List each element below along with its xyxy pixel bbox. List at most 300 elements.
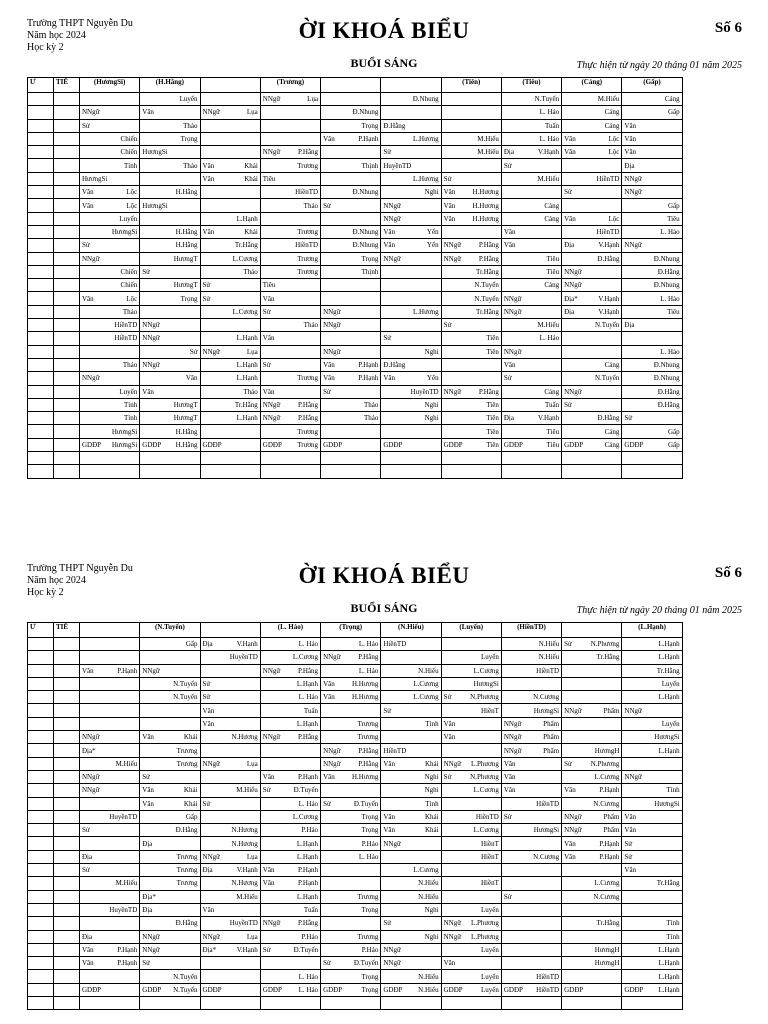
schedule-cell: [260, 638, 320, 651]
period-cell: [54, 770, 80, 783]
teacher-label: L.Hương: [413, 174, 439, 183]
schedule-cell: [562, 638, 622, 651]
teacher-label: Thảo: [303, 201, 319, 210]
teacher-label: Cảng: [604, 121, 620, 130]
schedule-cell: [200, 651, 260, 664]
schedule-cell: [562, 890, 622, 903]
subject-label: Sử: [262, 361, 271, 370]
teacher-label: Trương: [297, 440, 319, 449]
schedule-cell: [501, 398, 561, 411]
subject-label: NNgữ: [142, 932, 160, 941]
teacher-label: L. Hảo: [358, 852, 379, 861]
schedule-cell: [441, 930, 501, 943]
schedule-cell: [441, 425, 501, 438]
teacher-label: L.Hạnh: [236, 214, 258, 223]
subject-label: Văn: [383, 374, 395, 383]
schedule-cell: [501, 345, 561, 358]
teacher-label: Nghi: [424, 414, 439, 423]
subject-label: Sử: [262, 945, 271, 954]
subject-label: Văn: [443, 733, 456, 742]
period-cell: [54, 465, 80, 478]
schedule-cell: [501, 757, 561, 770]
teacher-label: HuyềnTD: [109, 906, 138, 915]
teacher-label: HiềnTD: [114, 334, 138, 343]
schedule-cell: [501, 997, 561, 1010]
class-header: [381, 78, 441, 93]
table-row: [28, 106, 743, 119]
teacher-label: Gấp: [667, 440, 680, 449]
schedule-cell: [260, 412, 320, 425]
teacher-label: Trương: [297, 374, 319, 383]
teacher-label: L. Hảo: [298, 799, 319, 808]
schedule-cell: [140, 146, 200, 159]
teacher-label: N.Tuyến: [474, 294, 499, 303]
teacher-label: P.Hằng: [298, 414, 319, 423]
teacher-label: H.Hương: [351, 693, 379, 702]
schedule-cell: [260, 225, 320, 238]
teacher-label: Cảng: [544, 281, 560, 290]
schedule-cell: [321, 691, 381, 704]
schedule-cell: [501, 903, 561, 916]
schedule-cell: [140, 970, 200, 983]
subject-label: Sử: [443, 693, 452, 702]
schedule-cell: [441, 239, 501, 252]
period-cell: [54, 358, 80, 371]
schedule-cell: [441, 332, 501, 345]
schedule-cell: [441, 810, 501, 823]
teacher-label: Cảng: [604, 108, 620, 117]
teacher-label: L.Hạnh: [296, 719, 319, 728]
schedule-cell: [622, 345, 682, 358]
teacher-label: HươngH: [594, 945, 620, 954]
teacher-label: Phẩm: [543, 719, 560, 728]
schedule-cell: [562, 239, 622, 252]
period-header: TIẾ: [54, 78, 80, 93]
schedule-cell: [441, 412, 501, 425]
table-row: [28, 970, 743, 983]
schedule-cell: [501, 252, 561, 265]
day-cell: [28, 345, 54, 358]
schedule-cell: [622, 265, 682, 278]
schedule-cell: [381, 239, 441, 252]
schedule-cell: [80, 704, 140, 717]
schedule-cell: [501, 704, 561, 717]
schedule-cell: [80, 319, 140, 332]
schedule-cell: [140, 412, 200, 425]
teacher-label: Tiêu: [546, 268, 560, 276]
teacher-label: Tr.Hằng: [656, 879, 680, 888]
schedule-cell: [501, 638, 561, 651]
period-cell: [54, 239, 80, 252]
schedule-cell: [562, 93, 622, 106]
subject-label: Sử: [443, 773, 452, 782]
schedule-cell: [622, 837, 682, 850]
schedule-cell: [200, 890, 260, 903]
schedule-cell: [381, 797, 441, 810]
day-cell: [28, 744, 54, 757]
teacher-label: V.Hạnh: [598, 294, 620, 303]
day-cell: [28, 784, 54, 797]
schedule-cell: [200, 398, 260, 411]
teacher-label: Thảo: [122, 361, 138, 370]
day-cell: [28, 917, 54, 930]
teacher-label: Nghi: [424, 400, 439, 409]
schedule-cell: [260, 770, 320, 783]
schedule-cell: [200, 159, 260, 172]
schedule-cell: [562, 452, 622, 465]
day-header: Ư: [28, 78, 54, 93]
schedule-cell: [381, 784, 441, 797]
teacher-label: Đ.Nhung: [352, 241, 379, 250]
teacher-label: Đ.Hằng: [175, 826, 198, 835]
schedule-cell: [381, 903, 441, 916]
schedule-cell: [622, 398, 682, 411]
class-header: (H.Hằng): [140, 78, 200, 93]
teacher-label: M.Hiếu: [537, 174, 560, 183]
schedule-cell: [200, 372, 260, 385]
subject-label: Văn: [443, 188, 456, 197]
subject-label: NNgữ: [142, 361, 160, 370]
schedule-cell: [80, 664, 140, 677]
schedule-cell: [562, 345, 622, 358]
teacher-label: Thảo: [303, 321, 319, 330]
period-cell: [54, 186, 80, 199]
schedule-cell: [200, 917, 260, 930]
subject-label: Văn: [262, 334, 275, 343]
schedule-cell: [260, 358, 320, 371]
schedule-cell: [80, 877, 140, 890]
teacher-label: Trọng: [180, 135, 198, 144]
teacher-label: HuyềnTD: [109, 813, 138, 821]
schedule-cell: [321, 345, 381, 358]
teacher-label: Phẩm: [543, 746, 560, 755]
subject-label: Văn: [564, 214, 576, 223]
schedule-cell: [80, 132, 140, 145]
schedule-cell: [622, 917, 682, 930]
day-cell: [28, 997, 54, 1010]
schedule-cell: [622, 717, 682, 730]
teacher-label: Đ.Hằng: [657, 387, 680, 396]
schedule-cell: [80, 837, 140, 850]
subject-label: NNgữ: [624, 241, 642, 250]
subject-label: Sử: [503, 892, 512, 901]
teacher-label: Nghi: [424, 773, 439, 782]
schedule-cell: [321, 970, 381, 983]
schedule-cell: [260, 265, 320, 278]
day-cell: [28, 810, 54, 823]
schedule-cell: [622, 651, 682, 664]
subject-label: Đ.Hằng: [383, 121, 406, 130]
day-cell: [28, 132, 54, 145]
subject-label: Văn: [82, 201, 94, 210]
teacher-label: P.Hạnh: [358, 361, 379, 370]
subject-label: Văn: [82, 945, 94, 954]
table-row: [28, 770, 743, 783]
subject-label: NNgữ: [503, 746, 522, 755]
teacher-label: Lộc: [608, 148, 620, 157]
schedule-cell: [622, 770, 682, 783]
schedule-cell: [80, 279, 140, 292]
teacher-label: HươngSi: [533, 706, 560, 715]
period-cell: [54, 717, 80, 730]
schedule-cell: [321, 305, 381, 318]
subject-label: Sử: [564, 640, 572, 649]
subject-label: NNgữ: [503, 347, 522, 356]
subject-label: NNgữ: [262, 919, 281, 928]
teacher-label: P.Hằng: [358, 653, 379, 662]
schedule-cell: [562, 119, 622, 132]
teacher-label: N.Tuyến: [474, 281, 499, 290]
schedule-cell: [200, 784, 260, 797]
schedule-cell: [260, 106, 320, 119]
effective-date: Thực hiện từ ngày 20 tháng 01 năm 2025: [576, 605, 742, 616]
schedule-cell: [562, 677, 622, 690]
subject-label: Địa: [503, 148, 514, 157]
teacher-label: HuyềnTD: [229, 653, 258, 662]
schedule-cell: [622, 810, 682, 823]
teacher-label: N.Phương: [470, 693, 499, 702]
schedule-cell: [260, 997, 320, 1010]
schedule-cell: [140, 372, 200, 385]
semester: Học kỳ 2: [27, 587, 64, 598]
schedule-cell: [622, 93, 682, 106]
class-header: [80, 623, 140, 638]
subject-label: Sử: [142, 959, 150, 968]
schedule-cell: [200, 757, 260, 770]
schedule-cell: [140, 119, 200, 132]
schedule-cell: [381, 252, 441, 265]
teacher-label: Đ.Hằng: [175, 919, 198, 928]
schedule-cell: [321, 358, 381, 371]
teacher-label: Tỉnh: [124, 414, 138, 423]
schedule-cell: [501, 877, 561, 890]
subject-label: GDĐP: [564, 985, 584, 994]
schedule-cell: [140, 398, 200, 411]
subject-label: NNgữ: [323, 759, 341, 768]
schedule-cell: [562, 132, 622, 145]
table-row: [28, 850, 743, 863]
schedule-cell: [321, 917, 381, 930]
schedule-cell: [501, 744, 561, 757]
schedule-cell: [381, 757, 441, 770]
schedule-cell: [562, 305, 622, 318]
subject-label: NNgữ: [82, 108, 100, 117]
schedule-cell: [622, 305, 682, 318]
subject-label: NNgữ: [383, 945, 401, 954]
teacher-label: H.Hằng: [175, 228, 198, 237]
schedule-cell: [381, 425, 441, 438]
schedule-cell: [381, 638, 441, 651]
schedule-cell: [562, 651, 622, 664]
teacher-label: N.Hiếu: [538, 653, 560, 662]
schedule-cell: [200, 452, 260, 465]
subject-label: Địa: [564, 241, 575, 250]
subject-label: Sử: [443, 321, 452, 330]
teacher-label: HiềnT: [480, 706, 499, 715]
table-row: [28, 146, 743, 159]
subject-label: Văn: [383, 759, 395, 768]
schedule-cell: [80, 717, 140, 730]
day-cell: [28, 957, 54, 970]
subject-label: Sử: [323, 201, 331, 210]
schedule-cell: [260, 917, 320, 930]
teacher-label: Khải: [244, 174, 258, 183]
table-row: [28, 172, 743, 185]
schedule-cell: [321, 372, 381, 385]
subject-label: Sử: [624, 414, 633, 423]
schedule-cell: [441, 252, 501, 265]
schedule-cell: [80, 744, 140, 757]
schedule-cell: [501, 212, 561, 225]
subject-label: Văn: [503, 241, 516, 250]
teacher-label: N.Hiếu: [418, 892, 439, 901]
teacher-label: Luyến: [480, 653, 499, 662]
teacher-label: M.Hiếu: [537, 321, 560, 330]
subject-label: Văn: [82, 188, 94, 197]
schedule-cell: [140, 943, 200, 956]
schedule-cell: [622, 385, 682, 398]
subject-label: GDĐP: [202, 440, 222, 449]
teacher-label: P.Hạnh: [298, 773, 319, 782]
teacher-label: HươngT: [173, 400, 198, 409]
subject-label: Văn: [202, 174, 215, 183]
teacher-label: Trương: [297, 161, 319, 170]
schedule-cell: [562, 279, 622, 292]
subject-label: NNgữ: [323, 321, 341, 330]
teacher-label: Chiến: [120, 281, 138, 290]
schedule-cell: [200, 239, 260, 252]
teacher-label: Tiêu: [667, 307, 680, 316]
teacher-label: Lộc: [126, 188, 138, 197]
teacher-label: Khải: [424, 826, 439, 835]
day-cell: [28, 691, 54, 704]
schedule-cell: [501, 864, 561, 877]
day-cell: [28, 704, 54, 717]
teacher-label: Khải: [424, 759, 439, 768]
teacher-label: Lụa: [246, 852, 258, 861]
subject-label: Sử: [383, 706, 392, 715]
schedule-cell: [441, 132, 501, 145]
subject-label: NNgữ: [383, 839, 401, 848]
teacher-label: Thảo: [183, 161, 198, 170]
schedule-cell: [381, 265, 441, 278]
period-cell: [54, 930, 80, 943]
schedule-cell: [321, 252, 381, 265]
schedule-cell: [622, 146, 682, 159]
teacher-label: Tỉnh: [425, 799, 439, 808]
subject-label: Văn: [564, 148, 576, 157]
teacher-label: L.Hạnh: [658, 972, 680, 981]
teacher-label: Trọng: [361, 985, 379, 994]
teacher-label: Khải: [424, 813, 439, 821]
schedule-cell: [622, 212, 682, 225]
table-row: [28, 438, 743, 451]
schedule-cell: [441, 744, 501, 757]
schedule-cell: [501, 412, 561, 425]
teacher-label: HươngT: [173, 281, 198, 290]
schedule-cell: [562, 917, 622, 930]
subject-label: Văn: [142, 387, 154, 396]
schedule-cell: [501, 385, 561, 398]
schedule-cell: [441, 438, 501, 451]
teacher-label: P.Hằng: [298, 919, 319, 928]
teacher-label: Khải: [244, 161, 258, 170]
teacher-label: L. Hảo: [358, 666, 379, 675]
teacher-label: Cảng: [544, 201, 560, 210]
subject-label: Văn: [624, 135, 637, 144]
schedule-cell: [140, 810, 200, 823]
table-row: [28, 119, 743, 132]
schedule-cell: [321, 638, 381, 651]
subject-label: Văn: [624, 826, 637, 835]
schedule-cell: [140, 903, 200, 916]
schedule-cell: [501, 265, 561, 278]
period-cell: [54, 385, 80, 398]
teacher-label: Lộc: [126, 201, 138, 210]
teacher-label: N.Tuyến: [594, 374, 620, 383]
subject-label: Văn: [262, 879, 275, 888]
subject-label: Văn: [624, 121, 637, 130]
period-cell: [54, 305, 80, 318]
schedule-cell: [260, 319, 320, 332]
schedule-cell: [200, 970, 260, 983]
schedule-cell: [381, 731, 441, 744]
teacher-label: Trương: [357, 932, 379, 941]
schedule-cell: [200, 465, 260, 478]
schedule-cell: [501, 239, 561, 252]
schedule-cell: [140, 438, 200, 451]
schedule-cell: [441, 970, 501, 983]
schedule-cell: [140, 890, 200, 903]
schedule-cell: [321, 465, 381, 478]
schedule-cell: [200, 279, 260, 292]
table-row: [28, 385, 743, 398]
schedule-cell: [200, 810, 260, 823]
subject-label: NNgữ: [624, 773, 642, 782]
schedule-cell: [140, 770, 200, 783]
schedule-cell: [80, 731, 140, 744]
schedule-cell: [260, 983, 320, 996]
schedule-cell: [562, 983, 622, 996]
teacher-label: L.Cương: [473, 666, 499, 675]
schedule-cell: [321, 704, 381, 717]
schedule-cell: [200, 345, 260, 358]
subject-label: HiềnTD: [383, 746, 407, 755]
teacher-label: HươngSi: [111, 440, 138, 449]
schedule-cell: [622, 638, 682, 651]
schedule-cell: [260, 452, 320, 465]
period-cell: [54, 398, 80, 411]
schedule-cell: [200, 332, 260, 345]
schedule-cell: [200, 252, 260, 265]
schedule-cell: [622, 784, 682, 797]
table-row: [28, 465, 743, 478]
schedule-cell: [622, 358, 682, 371]
teacher-label: N.Tuyến: [173, 680, 198, 689]
schedule-cell: [441, 385, 501, 398]
table-row: [28, 372, 743, 385]
period-cell: [54, 877, 80, 890]
teacher-label: L.Cương: [413, 693, 439, 702]
schedule-cell: [200, 664, 260, 677]
schedule-cell: [381, 717, 441, 730]
schedule-cell: [140, 784, 200, 797]
subject-label: Địa: [82, 932, 93, 941]
teacher-label: L. Hảo: [539, 135, 560, 144]
schedule-cell: [321, 890, 381, 903]
table-row: [28, 425, 743, 438]
period-cell: [54, 797, 80, 810]
